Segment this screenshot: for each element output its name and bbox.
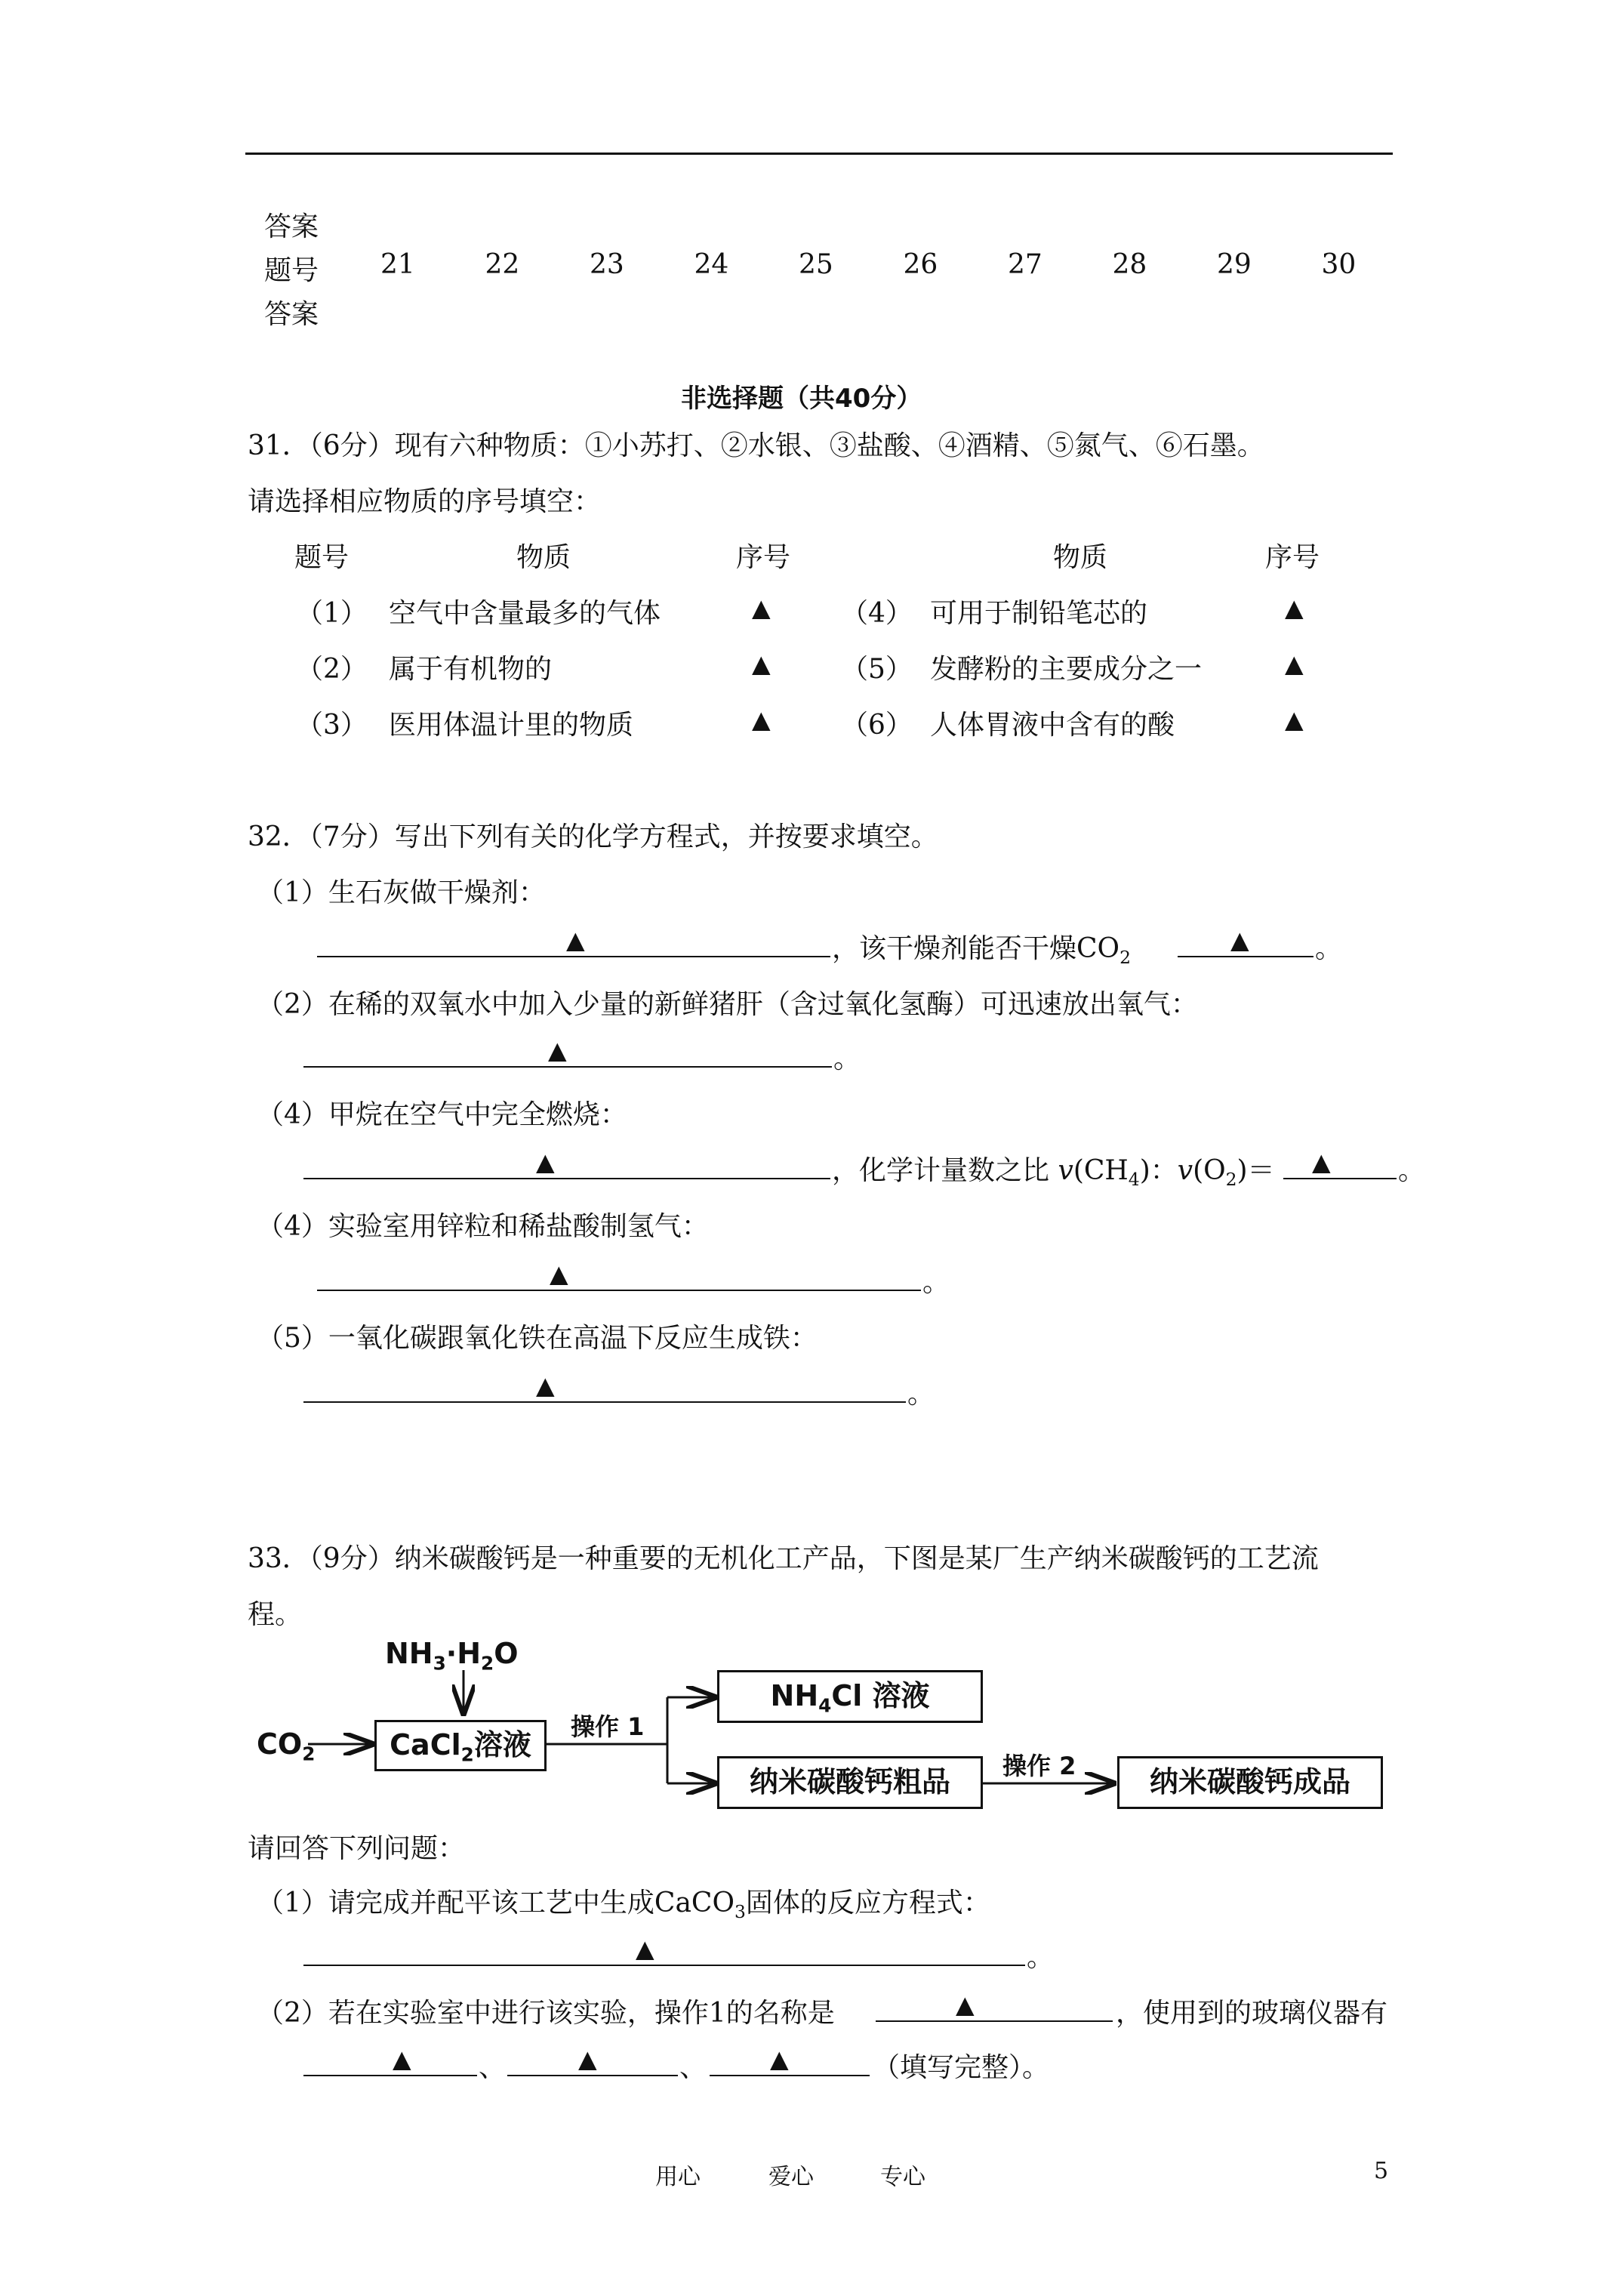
answer-label-1: 答案 <box>264 211 319 242</box>
q32-p1-mark: ▲ <box>566 926 585 954</box>
q32-p1: （1）生石灰做干燥剂： <box>257 877 546 908</box>
qnum-cell: 23 <box>590 249 624 280</box>
q32-p3-tail: ，化学计量数之比 $v(CH_4)$：$v(O_2)=$ <box>832 1155 1275 1191</box>
q33-ask: 请回答下列问题： <box>248 1833 466 1864</box>
q33-p1-blank[interactable] <box>303 1965 1025 1966</box>
flow-co2: $CO_2$ <box>257 1727 316 1765</box>
footer-word-3: 专心 <box>880 2164 925 2190</box>
q31-row-num-left: （1） <box>296 598 368 629</box>
q33-p1-period: 。 <box>1027 1942 1055 1973</box>
q32-p4: （4）实验室用锌粒和稀盐酸制氢气： <box>257 1211 709 1242</box>
q33-p2-end: （填写完整）。 <box>873 2052 1050 2083</box>
q33-instrument-mark-1: ▲ <box>393 2045 411 2073</box>
qnum-cell: 24 <box>694 249 729 280</box>
q31-row-num-right: （6） <box>841 710 913 741</box>
q31-header-idx1: 序号 <box>736 542 791 573</box>
flow-nh3-h2o: $NH_3\cdot H_2O$ <box>385 1637 519 1675</box>
q31-row-substance-left: 医用体温计里的物质 <box>389 710 634 741</box>
q31-row-num-right: （5） <box>841 654 913 685</box>
q33-p2: （2）若在实验室中进行该实验，操作1的名称是 <box>257 1998 835 2029</box>
q32-p2-period: 。 <box>833 1043 861 1074</box>
flow-nh4cl-box: $NH_4Cl$ 溶液 <box>717 1670 983 1723</box>
q32-stem: 32．（7分）写出下列有关的化学方程式，并按要求填空。 <box>248 821 938 852</box>
q31-answer-mark-left[interactable]: ▲ <box>752 705 771 734</box>
qnum-cell: 28 <box>1112 249 1147 280</box>
q31-answer-mark-right[interactable]: ▲ <box>1285 593 1304 622</box>
q32-p5: （5）一氧化碳跟氧化铁在高温下反应生成铁： <box>257 1323 818 1354</box>
qnum-cell: 21 <box>380 249 415 280</box>
q32-p3: （4）甲烷在空气中完全燃烧： <box>257 1099 627 1130</box>
qnum-cell: 27 <box>1008 249 1042 280</box>
q33-instrument-mark-3: ▲ <box>770 2045 789 2073</box>
q31-row-num-right: （4） <box>841 598 913 629</box>
q32-p4-period: 。 <box>922 1267 950 1298</box>
footer-word-2: 爱心 <box>768 2164 814 2190</box>
q33-stem-line2: 程。 <box>248 1599 303 1630</box>
q33-sep-1: 、 <box>479 2052 507 2083</box>
page-number: 5 <box>1374 2158 1389 2184</box>
q33-p2-name-blank[interactable] <box>876 2020 1113 2022</box>
q31-header-sub2: 物质 <box>1053 542 1108 573</box>
q32-p1-co2-mark: ▲ <box>1230 926 1249 954</box>
q32-p3-period: 。 <box>1398 1155 1426 1186</box>
q32-p1-tail: ，该干燥剂能否干燥$CO_2$ <box>832 933 1131 969</box>
q31-row-num-left: （2） <box>296 654 368 685</box>
q33-instrument-blank-3[interactable] <box>710 2075 870 2076</box>
q33-stem-line1: 33．（9分）纳米碳酸钙是一种重要的无机化工产品，下图是某厂生产纳米碳酸钙的工艺流 <box>248 1543 1319 1574</box>
q31-row-substance-right: 可用于制铅笔芯的 <box>930 598 1148 629</box>
q31-row-substance-left: 属于有机物的 <box>389 654 553 685</box>
q31-answer-mark-right[interactable]: ▲ <box>1285 649 1304 678</box>
q31-answer-mark-right[interactable]: ▲ <box>1285 705 1304 734</box>
qnum-cell: 29 <box>1217 249 1252 280</box>
flow-op1: 操作 1 <box>571 1712 645 1741</box>
q32-p2: （2）在稀的双氧水中加入少量的新鲜猪肝（含过氧化氢酶）可迅速放出氧气： <box>257 989 1198 1020</box>
q33-sep-2: 、 <box>679 2052 707 2083</box>
q31-row-substance-right: 发酵粉的主要成分之一 <box>930 654 1203 685</box>
q32-p2-mark: ▲ <box>548 1036 567 1065</box>
answer-label-2: 答案 <box>264 299 319 330</box>
q31-row-num-left: （3） <box>296 710 368 741</box>
q33-p1-mark: ▲ <box>636 1934 654 1963</box>
q33-instrument-mark-2: ▲ <box>578 2045 597 2073</box>
flow-cacl2-box: CaCl$_2$溶液 <box>374 1720 547 1771</box>
q31-header-num: 题号 <box>294 542 350 573</box>
q32-p1-period: 。 <box>1315 933 1343 964</box>
flow-crude-box: 纳米碳酸钙粗品 <box>717 1756 983 1809</box>
qnum-cell: 22 <box>485 249 520 280</box>
qnum-label: 题号 <box>264 255 319 286</box>
q31-header-sub1: 物质 <box>516 542 571 573</box>
qnum-cell: 25 <box>799 249 833 280</box>
flow-product-box: 纳米碳酸钙成品 <box>1117 1756 1383 1809</box>
q32-p5-period: 。 <box>907 1379 935 1410</box>
q31-row-substance-right: 人体胃液中含有的酸 <box>930 710 1175 741</box>
q31-answer-mark-left[interactable]: ▲ <box>752 649 771 678</box>
qnum-cell: 26 <box>903 249 938 280</box>
q32-p5-mark: ▲ <box>536 1371 555 1400</box>
q33-instrument-blank-1[interactable] <box>303 2075 477 2076</box>
q32-p4-mark: ▲ <box>550 1259 568 1288</box>
footer-word-1: 用心 <box>655 2164 701 2190</box>
q33-p1: （1）请完成并配平该工艺中生成CaCO$_3$固体的反应方程式： <box>257 1888 990 1923</box>
q33-instrument-blank-2[interactable] <box>507 2075 678 2076</box>
q33-p2-name-mark: ▲ <box>956 1990 975 2019</box>
q33-p2-tail: ，使用到的玻璃仪器有 <box>1116 1998 1388 2029</box>
q32-p3-ratio-mark: ▲ <box>1312 1148 1331 1176</box>
qnum-cell: 30 <box>1321 249 1357 280</box>
q31-header-idx2: 序号 <box>1265 542 1320 573</box>
q31-row-substance-left: 空气中含量最多的气体 <box>389 598 661 629</box>
q31-answer-mark-left[interactable]: ▲ <box>752 593 771 622</box>
flow-op2: 操作 2 <box>1002 1752 1076 1780</box>
section-title: 非选择题（共40分） <box>681 384 922 414</box>
q31-instruction: 请选择相应物质的序号填空： <box>248 486 602 517</box>
q31-stem: 31．（6分）现有六种物质：①小苏打、②水银、③盐酸、④酒精、⑤氮气、⑥石墨。 <box>248 430 1264 461</box>
q32-p3-mark: ▲ <box>536 1148 555 1176</box>
